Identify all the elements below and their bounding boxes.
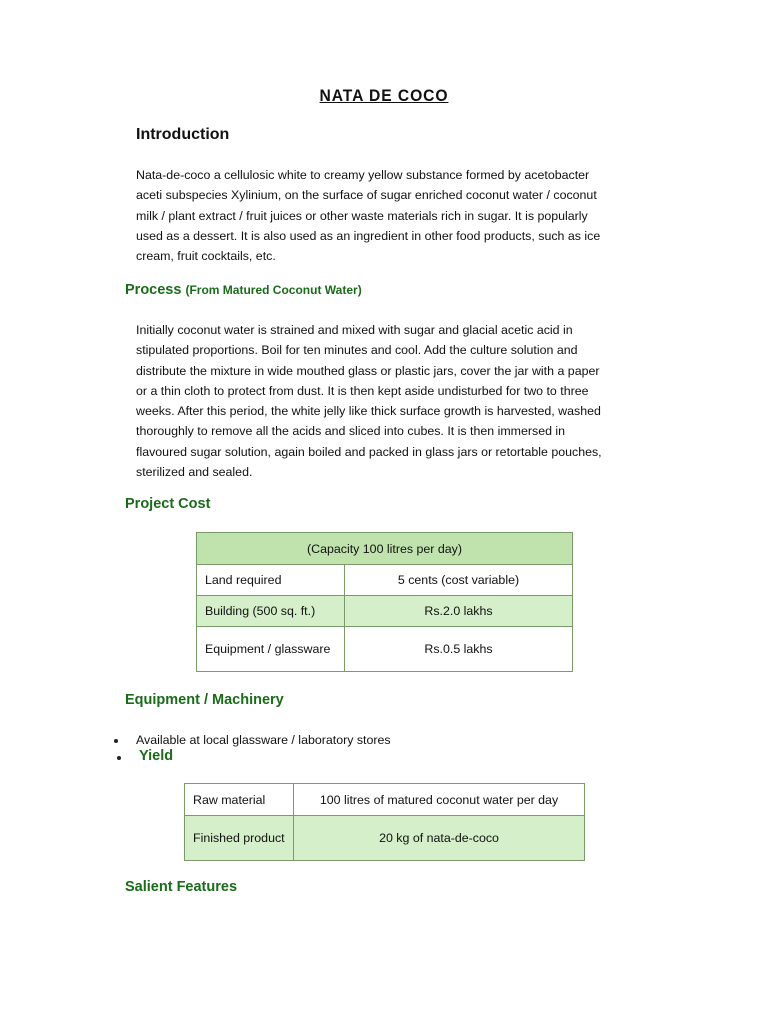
introduction-paragraph <box>136 165 633 266</box>
text-line: weeks. After this period, the white jelly like thick surface growth is harvested, washed <box>136 404 601 419</box>
text-line: or a thin cloth to protect from dust. It is then kept aside undisturbed for two to three <box>136 383 589 398</box>
table-cell-value: 20 kg of nata-de-coco <box>294 816 585 861</box>
table-cell-label: Raw material <box>185 784 294 816</box>
bullet-icon <box>114 739 118 743</box>
text-line: aceti subspecies Xylinium, on the surface of sugar enriched coconut water / coconut <box>136 188 597 203</box>
introduction-heading: Introduction <box>136 126 230 143</box>
process-paragraph <box>136 320 633 482</box>
text-line: used as a dessert. It is also used as an ingredient in other food products, such as ice <box>136 228 601 243</box>
salient-features-heading: Salient Features <box>125 879 238 895</box>
equipment-bullet: Available at local glassware / laboratory stores <box>136 733 391 747</box>
table-row <box>197 627 573 672</box>
bullet-icon <box>117 756 121 760</box>
table-row <box>197 596 573 627</box>
yield-table <box>184 783 585 861</box>
table-cell-value: 5 cents (cost variable) <box>345 565 573 596</box>
table-row <box>185 816 585 861</box>
text-line: Initially coconut water is strained and mixed with sugar and glacial acetic acid in <box>136 323 573 337</box>
table-row <box>185 784 585 816</box>
table-cell-value: Rs.2.0 lakhs <box>345 596 573 627</box>
table-row <box>197 565 573 596</box>
process-title: Process <box>125 282 182 298</box>
process-subtitle: (From Matured Coconut Water) <box>185 283 362 297</box>
text-line: cream, fruit cocktails, etc. <box>136 249 276 264</box>
table-cell-value: 100 litres of matured coconut water per day <box>294 784 585 816</box>
text-line: flavoured sugar solution, again boiled and packed in glass jars or retortable pouches, <box>136 444 602 459</box>
project-cost-table <box>196 532 573 672</box>
process-heading <box>125 282 362 298</box>
text-line: Nata-de-coco a cellulosic white to creamy yellow substance formed by acetobacter <box>136 168 590 182</box>
project-cost-heading: Project Cost <box>125 496 211 512</box>
table-cell-value: Rs.0.5 lakhs <box>345 627 573 672</box>
yield-heading: Yield <box>139 748 174 764</box>
text-line: milk / plant extract / fruit juices or other waste materials rich in sugar. It is popularly <box>136 208 588 223</box>
table-cell-label: Finished product <box>185 816 294 861</box>
equipment-heading: Equipment / Machinery <box>125 692 284 708</box>
table-cell-label: Land required <box>197 565 345 596</box>
table-cell-label: Building (500 sq. ft.) <box>197 596 345 627</box>
page-title: NATA DE COCO <box>319 86 449 105</box>
table-cell-label: Equipment / glassware <box>197 627 345 672</box>
text-line: thoroughly to remove all the acids and sliced into cubes. It is then immersed in <box>136 424 566 439</box>
text-line: stipulated proportions. Boil for ten minutes and cool. Add the culture solution and <box>136 343 578 358</box>
text-line: sterilized and sealed. <box>136 465 253 480</box>
text-line: distribute the mixture in wide mouthed glass or plastic jars, cover the jar with a paper <box>136 363 600 378</box>
table-header: (Capacity 100 litres per day) <box>197 533 573 565</box>
